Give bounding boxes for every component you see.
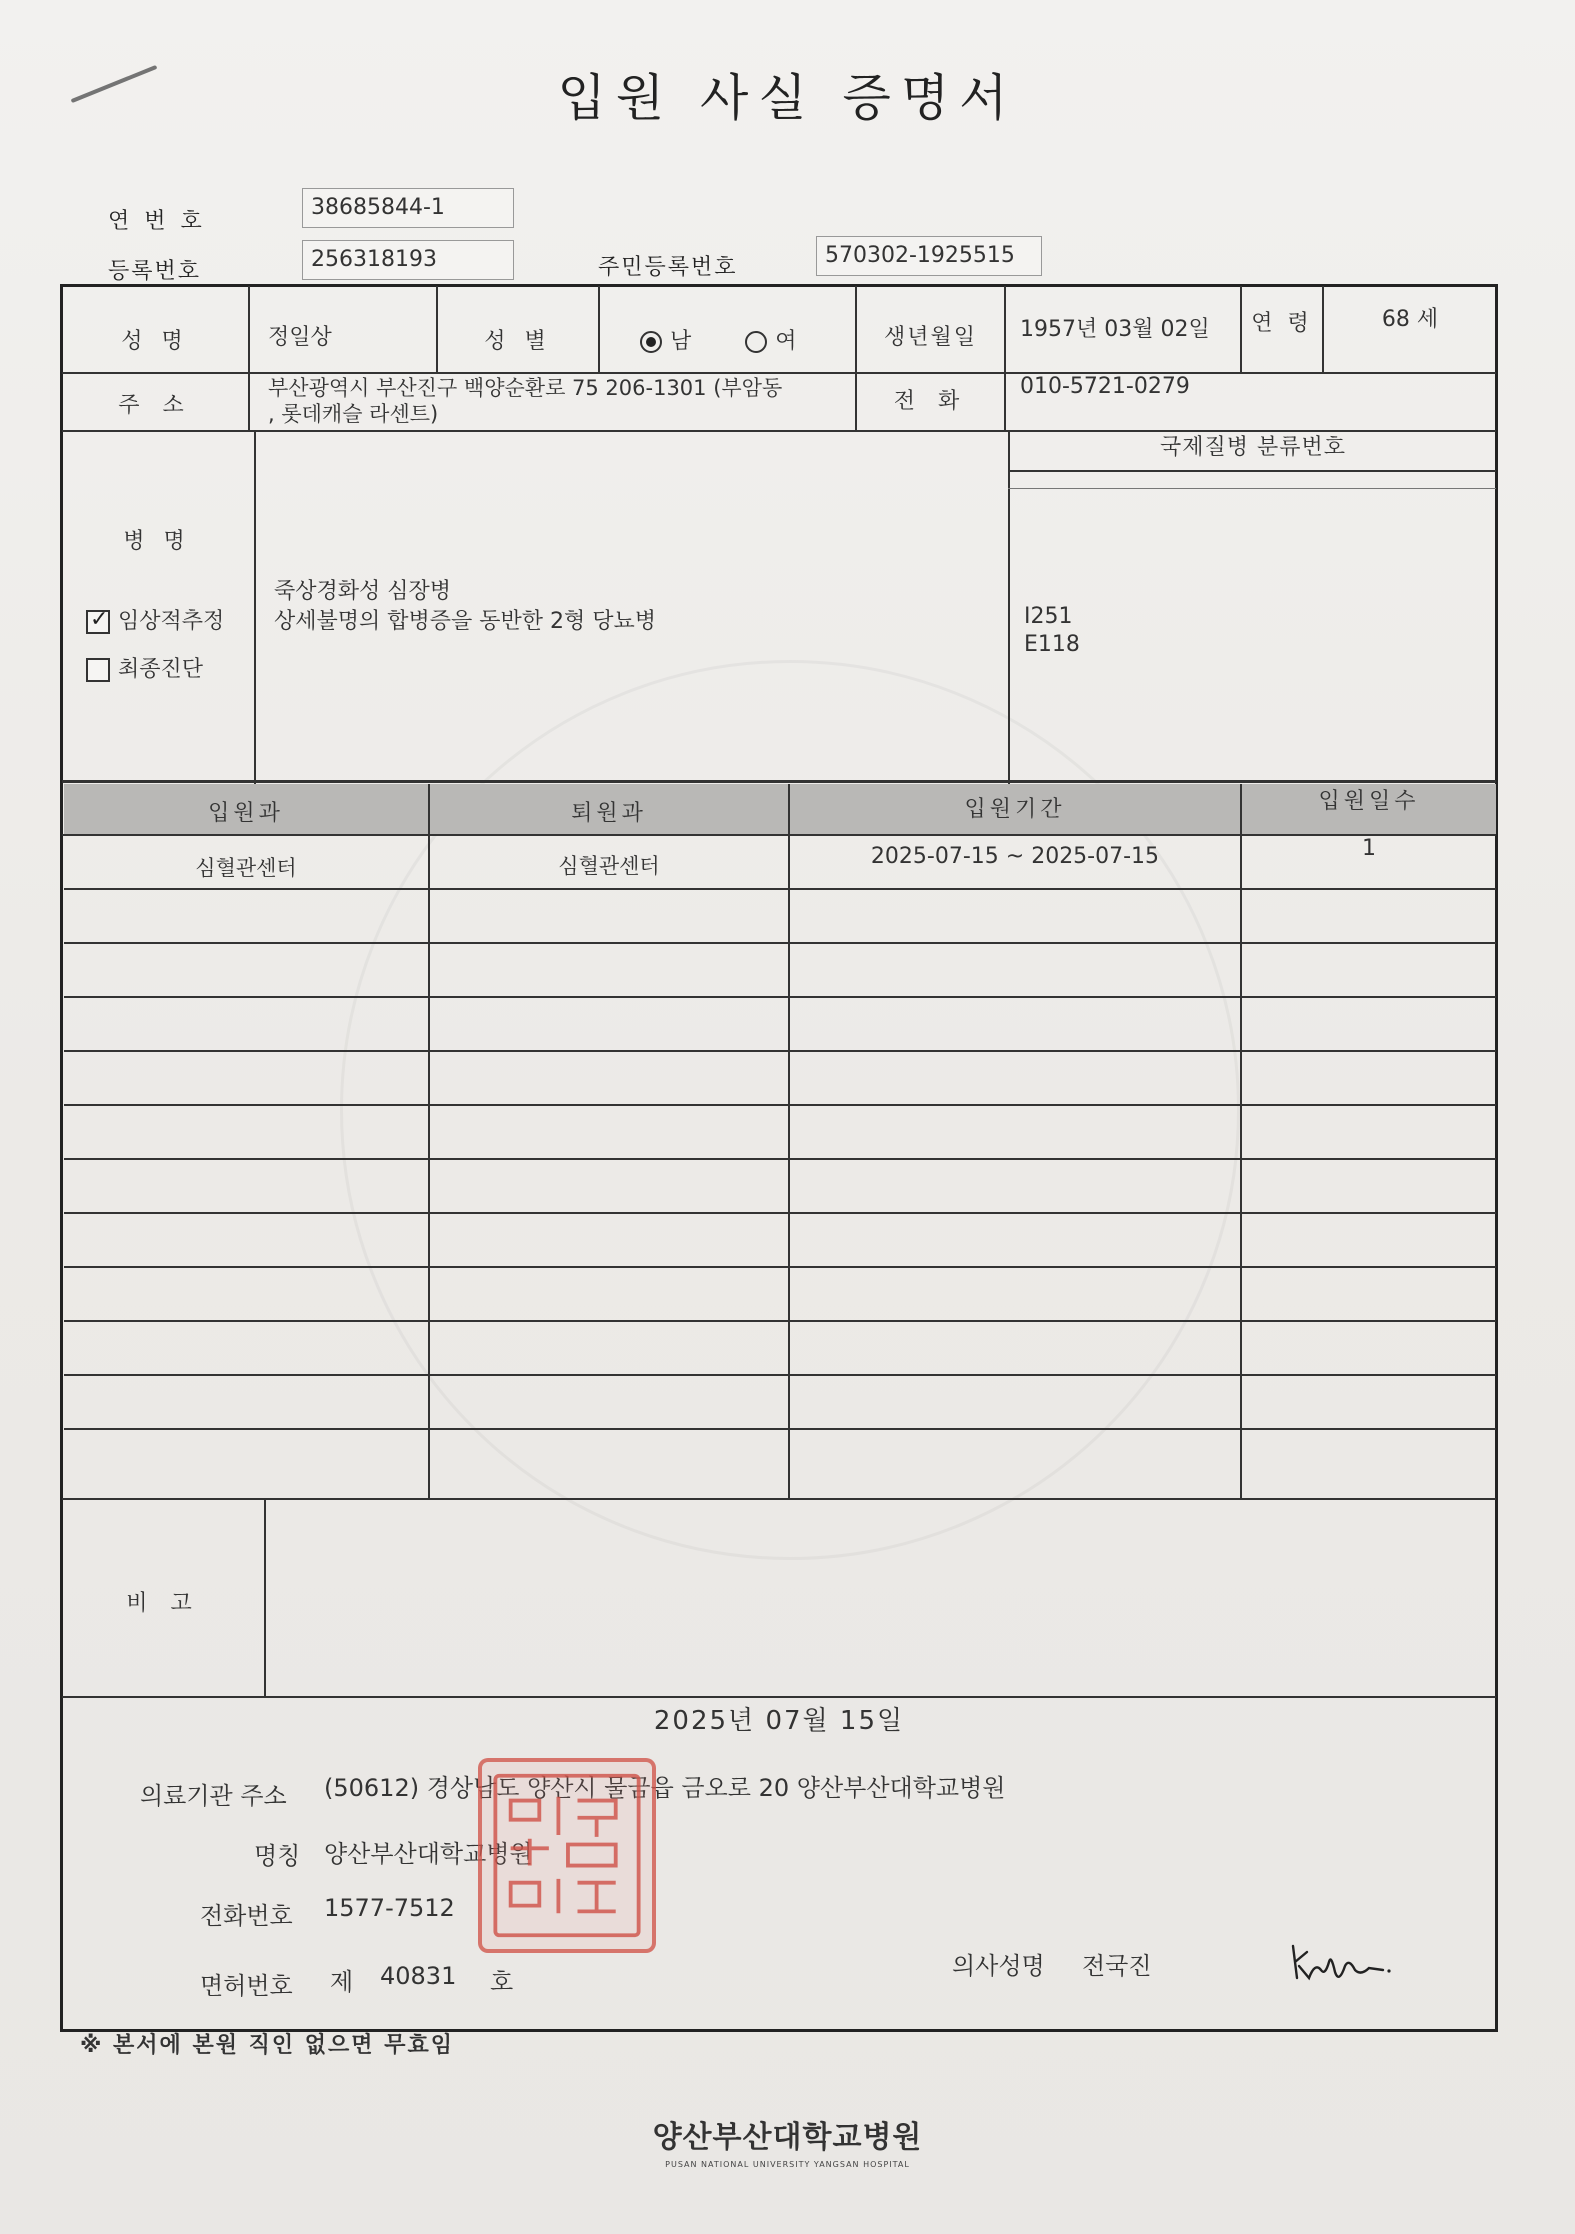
clinical-label: 임상적추정 — [118, 609, 225, 634]
serial-label: 연 번 호 — [108, 209, 206, 234]
serial-value: 38685844-1 — [302, 188, 514, 228]
col-period: 입원기간 — [964, 797, 1066, 822]
inst-address-label: 의료기관 주소 — [140, 1782, 287, 1810]
row1-days: 1 — [1362, 836, 1376, 861]
icd-code2: E118 — [1024, 632, 1080, 657]
reg-label: 등록번호 — [108, 259, 202, 284]
option-clinical — [86, 604, 224, 635]
hospital-logo — [0, 2112, 1575, 2169]
col-discharge-dept: 퇴원과 — [571, 801, 647, 826]
final-label: 최종진단 — [118, 657, 204, 682]
doctor-signature — [1285, 1932, 1405, 1992]
address-label: 주 소 — [118, 393, 192, 418]
row1-admit-dept: 심혈관센터 — [195, 856, 297, 880]
validity-notice: ※ 본서에 본원 직인 없으면 무효임 — [80, 2033, 454, 2058]
sex-options — [640, 324, 797, 355]
inst-name-label: 명칭 — [254, 1842, 301, 1870]
document-title: 입원 사실 증명서 — [557, 69, 1018, 127]
diagnosis-label: 병 명 — [123, 529, 191, 554]
name-label: 성 명 — [121, 329, 189, 354]
final-checkbox[interactable] — [86, 658, 110, 682]
remarks-label: 비 고 — [126, 1591, 200, 1616]
col-admit-dept: 입원과 — [208, 801, 284, 826]
dob-label: 생년월일 — [883, 325, 977, 350]
sex-male-radio[interactable] — [640, 331, 662, 353]
logo-english: PUSAN NATIONAL UNIVERSITY YANGSAN HOSPITAL — [665, 2160, 910, 2169]
icd-header: 국제질병 분류번호 — [1159, 435, 1346, 460]
inst-phone-label: 전화번호 — [200, 1902, 293, 1930]
logo-korean: 양산부산대학교병원 — [652, 2120, 923, 2155]
icd-code1: I251 — [1024, 604, 1073, 629]
age-value: 68 세 — [1381, 307, 1439, 332]
row1-period: 2025-07-15 ~ 2025-07-15 — [870, 844, 1160, 869]
sex-male-label: 남 — [670, 329, 692, 354]
age-label: 연 령 — [1251, 311, 1313, 336]
issue-date: 2025년 07월 15일 — [653, 1706, 905, 1736]
inst-phone-value: 1577-7512 — [324, 1894, 455, 1922]
rrn-value: 570302-1925515 — [816, 236, 1042, 276]
diagnosis-line2: 상세불명의 합병증을 동반한 2형 당뇨병 — [274, 609, 657, 634]
phone-label: 전 화 — [893, 389, 968, 414]
license-suffix: 호 — [490, 1968, 514, 1996]
doctor-label: 의사성명 — [952, 1952, 1045, 1980]
diagnosis-line1: 죽상경화성 심장병 — [274, 579, 452, 604]
doctor-value: 전국진 — [1082, 1952, 1152, 1980]
dob-value: 1957년 03월 02일 — [1020, 317, 1210, 342]
sex-label: 성 별 — [484, 329, 552, 354]
address-line2: , 롯데캐슬 라센트) — [268, 402, 439, 426]
inst-name-value: 양산부산대학교병원 — [324, 1840, 533, 1868]
phone-value: 010-5721-0279 — [1020, 374, 1190, 399]
sex-female-label: 여 — [775, 329, 797, 354]
name-value: 정일상 — [268, 325, 332, 350]
license-label: 면허번호 — [200, 1972, 293, 2000]
address-line1: 부산광역시 부산진구 백양순환로 75 206-1301 (부암동 — [268, 376, 783, 400]
option-final — [86, 652, 203, 683]
inst-address-value: (50612) 경상남도 양산시 물금읍 금오로 20 양산부산대학교병원 — [324, 1774, 1006, 1802]
clinical-checkbox[interactable] — [86, 610, 110, 634]
row1-discharge-dept: 심혈관센터 — [558, 854, 660, 878]
license-prefix: 제 — [330, 1968, 354, 1996]
rrn-label: 주민등록번호 — [598, 255, 738, 280]
reg-value: 256318193 — [302, 240, 514, 280]
license-value: 40831 — [380, 1962, 457, 1990]
official-seal — [478, 1758, 656, 1953]
sex-female-radio[interactable] — [745, 331, 767, 353]
col-days: 입원일수 — [1318, 789, 1420, 814]
